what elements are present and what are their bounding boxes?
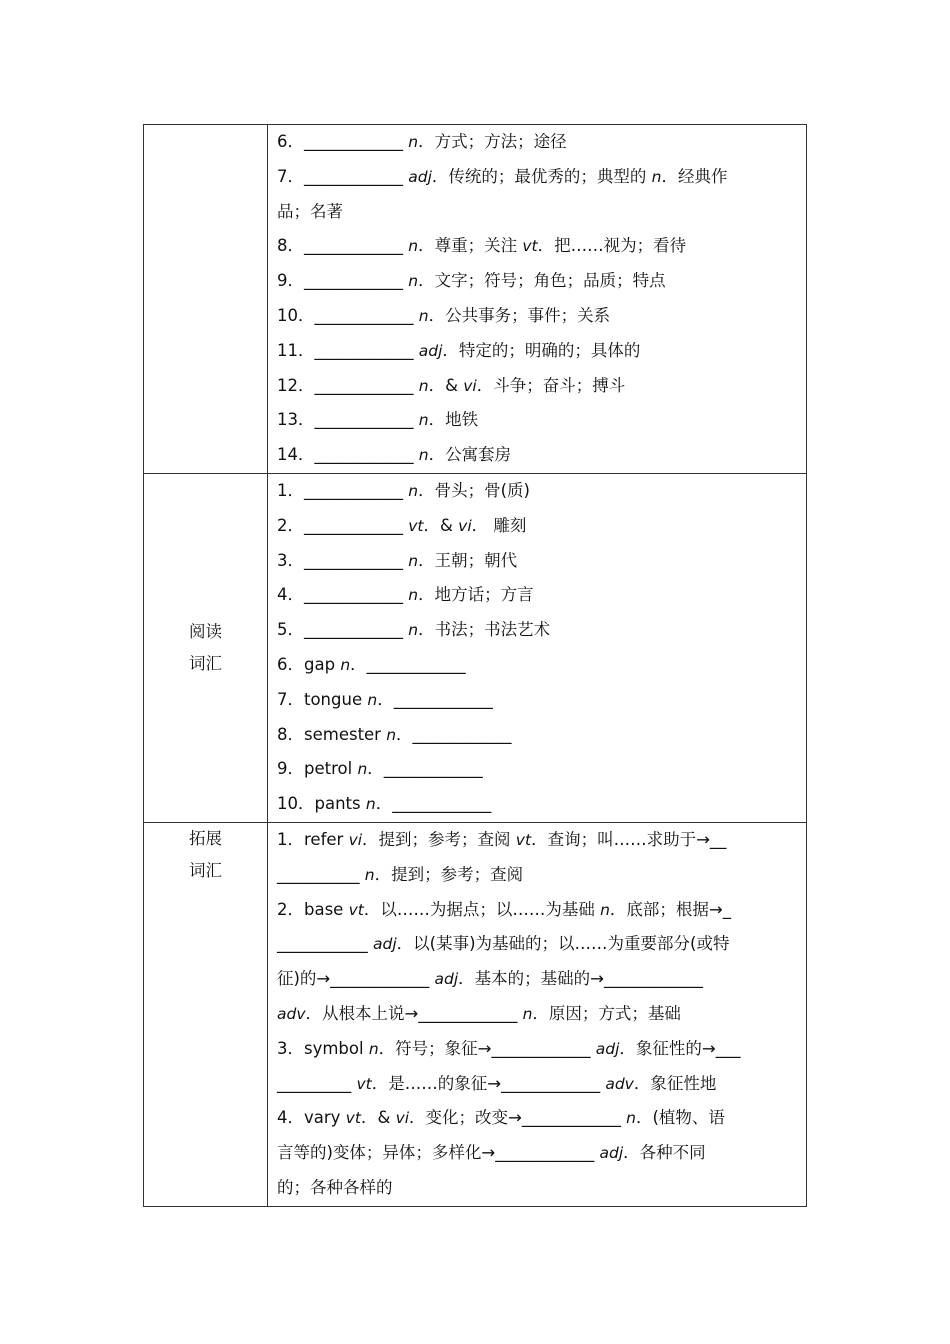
- vocab-text: ．是……的象征→____________: [371, 1073, 606, 1093]
- vocab-text: ．骨头；骨(质): [418, 480, 530, 500]
- part-of-speech: vi: [458, 516, 472, 535]
- vocab-text: ．____________: [396, 724, 512, 744]
- part-of-speech: n: [418, 376, 429, 395]
- vocab-text: 的；各种各样的: [277, 1177, 393, 1197]
- vocab-text: ．王朝；朝代: [418, 550, 518, 570]
- vocab-text: ． 雕刻: [471, 515, 527, 535]
- part-of-speech: n: [418, 306, 429, 325]
- part-of-speech: adv: [277, 1004, 306, 1023]
- vocab-text: 2．____________: [277, 515, 409, 535]
- vocab-text: ．变化；改变→____________: [409, 1108, 627, 1128]
- vocabulary-table: [143, 124, 807, 1207]
- vocab-text: ．把……视为；看待: [537, 236, 687, 256]
- part-of-speech: n: [364, 865, 375, 884]
- vocab-text: ．查询；叫……求助于→__: [531, 829, 727, 849]
- vocab-line: [277, 613, 798, 648]
- part-of-speech: vt: [348, 900, 364, 919]
- part-of-speech: n: [408, 272, 419, 291]
- vocab-line: [277, 823, 798, 858]
- vocab-text: ．以(某事)为基础的；以……为重要部分(或特: [396, 934, 730, 954]
- vocab-text: ．符号；象征→____________: [378, 1038, 596, 1058]
- vocab-text: ．书法；书法艺术: [418, 620, 551, 640]
- vocab-text: ．文字；符号；角色；品质；特点: [418, 271, 666, 291]
- vocab-text: ．____________: [375, 794, 492, 814]
- vocab-text: 8．semester: [277, 724, 387, 744]
- vocab-line: [277, 1067, 798, 1102]
- vocab-text: 9．petrol: [277, 759, 358, 779]
- vocab-line: [277, 369, 798, 404]
- part-of-speech: n: [368, 1039, 379, 1058]
- vocab-text: 10．pants: [277, 794, 366, 814]
- vocab-text: ．____________: [367, 759, 483, 779]
- vocab-line: [277, 1171, 798, 1206]
- part-of-speech: n: [651, 167, 662, 186]
- vocab-line: [277, 752, 798, 787]
- part-of-speech: n: [357, 760, 368, 779]
- part-of-speech: n: [522, 1004, 533, 1023]
- vocab-line: [277, 160, 798, 195]
- vocab-text: ．&: [428, 375, 464, 395]
- vocab-text: ．传统的；最优秀的；典型的: [431, 166, 652, 186]
- vocab-text: 品；名著: [277, 201, 343, 221]
- vocab-text: 6．____________: [277, 132, 409, 151]
- vocab-text: ．斗争；奋斗；搏斗: [476, 375, 626, 395]
- part-of-speech: vt: [408, 516, 424, 535]
- part-of-speech: vt: [356, 1074, 372, 1093]
- vocab-text: 6．gap: [277, 654, 341, 674]
- part-of-speech: adj: [418, 341, 443, 360]
- part-of-speech: n: [408, 481, 419, 500]
- vocab-text: 5．____________: [277, 620, 409, 640]
- vocab-text: 9．____________: [277, 271, 409, 291]
- vocab-text: ．提到；参考；查阅: [362, 829, 516, 849]
- vocab-line: [277, 474, 798, 509]
- vocab-text: ．&: [360, 1108, 396, 1128]
- part-of-speech: vi: [463, 376, 477, 395]
- vocab-text: ．尊重；关注: [418, 236, 523, 256]
- part-of-speech: n: [408, 621, 419, 640]
- vocab-text: ．各种不同: [623, 1143, 706, 1163]
- section-label: 拓展: [189, 828, 222, 848]
- part-of-speech: adj: [434, 970, 459, 989]
- vocab-text: ．以……为据点；以……为基础: [363, 899, 601, 919]
- part-of-speech: n: [408, 551, 419, 570]
- vocab-text: ．经典作: [661, 166, 728, 186]
- vocab-text: 13．____________: [277, 410, 419, 430]
- vocab-line: [277, 648, 798, 683]
- vocab-line: [277, 787, 798, 822]
- vocab-text: 12．____________: [277, 375, 419, 395]
- section-label: 词汇: [189, 653, 222, 673]
- vocab-line: [277, 299, 798, 334]
- vocab-text: ．提到；参考；查阅: [374, 864, 524, 884]
- part-of-speech: n: [626, 1109, 636, 1128]
- vocab-text: ．象征性地: [633, 1073, 717, 1093]
- part-of-speech: n: [365, 795, 376, 814]
- vocab-line: [277, 962, 798, 997]
- vocab-text: 10．____________: [277, 305, 419, 325]
- vocab-line: [277, 264, 798, 299]
- section-row: [144, 822, 807, 1206]
- part-of-speech: n: [600, 900, 610, 919]
- part-of-speech: n: [386, 725, 397, 744]
- vocab-text: ．地方话；方言: [418, 585, 534, 605]
- part-of-speech: vi: [395, 1109, 410, 1128]
- vocab-line: [277, 438, 798, 473]
- vocab-text: ．原因；方式；基础: [532, 1003, 681, 1023]
- vocab-text: ．地铁: [428, 410, 479, 430]
- section-label: 阅读: [189, 621, 222, 641]
- vocab-line: [277, 718, 798, 753]
- vocab-text: ．基本的；基础的→____________: [458, 969, 703, 989]
- vocab-text: 14．____________: [277, 445, 419, 465]
- part-of-speech: adj: [373, 935, 397, 954]
- section-label-cell: [144, 822, 268, 1206]
- vocab-text: 8．____________: [277, 236, 409, 256]
- section-content-cell: [268, 473, 807, 822]
- vocab-line: [277, 195, 798, 230]
- vocab-line: [277, 1032, 798, 1067]
- vocab-text: ．____________: [377, 689, 493, 709]
- part-of-speech: n: [408, 133, 419, 151]
- vocab-text: ___________: [277, 934, 373, 954]
- vocab-text: __________: [277, 864, 365, 884]
- vocab-text: _________: [277, 1073, 357, 1093]
- vocab-line: [277, 997, 798, 1032]
- section-row: [144, 473, 807, 822]
- vocab-text: 言等的)变体；异体；多样化→____________: [277, 1143, 600, 1163]
- part-of-speech: n: [408, 586, 419, 605]
- part-of-speech: adv: [605, 1074, 634, 1093]
- vocab-line: [277, 334, 798, 369]
- section-content-cell: [268, 125, 807, 474]
- vocab-text: 7．____________: [277, 166, 409, 186]
- section-content-cell: [268, 822, 807, 1206]
- part-of-speech: n: [418, 446, 429, 465]
- vocab-line: [277, 578, 798, 613]
- vocab-text: ．&: [423, 515, 459, 535]
- vocab-line: [277, 229, 798, 264]
- part-of-speech: n: [367, 690, 378, 709]
- vocab-line: [277, 927, 798, 962]
- section-label-cell: [144, 473, 268, 822]
- vocab-line: [277, 125, 798, 160]
- vocab-text: ．____________: [350, 654, 466, 674]
- vocab-text: ．公共事务；事件；关系: [428, 305, 611, 325]
- vocab-line: [277, 403, 798, 438]
- vocab-text: 1．refer: [277, 829, 349, 849]
- part-of-speech: n: [418, 411, 429, 430]
- part-of-speech: vt: [515, 830, 532, 849]
- vocab-text: 3．symbol: [277, 1038, 369, 1058]
- section-label: 词汇: [189, 860, 222, 880]
- vocab-text: ．从根本上说→____________: [305, 1003, 523, 1023]
- vocab-text: 3．____________: [277, 550, 409, 570]
- part-of-speech: n: [340, 655, 351, 674]
- vocab-line: [277, 544, 798, 579]
- vocab-text: 4．____________: [277, 585, 409, 605]
- section-label-cell: [144, 125, 268, 474]
- vocab-text: 4．vary: [277, 1108, 346, 1128]
- vocab-line: [277, 509, 798, 544]
- part-of-speech: adj: [599, 1144, 624, 1163]
- part-of-speech: vt: [345, 1109, 361, 1128]
- vocab-line: [277, 858, 798, 893]
- part-of-speech: adj: [595, 1039, 620, 1058]
- vocab-line: [277, 1136, 798, 1171]
- vocab-text: 征)的→____________: [277, 969, 435, 989]
- part-of-speech: n: [408, 237, 419, 256]
- part-of-speech: vi: [348, 830, 363, 849]
- vocab-text: 11．____________: [277, 340, 419, 360]
- vocab-text: 7．tongue: [277, 689, 368, 709]
- vocab-text: ．象征性的→___: [619, 1038, 741, 1058]
- vocab-text: ．特定的；明确的；具体的: [442, 340, 641, 360]
- vocab-line: [277, 683, 798, 718]
- vocab-text: ．(植物、语: [635, 1108, 725, 1128]
- part-of-speech: adj: [408, 167, 432, 186]
- vocab-text: ．方式；方法；途径: [418, 132, 567, 151]
- section-row: [144, 125, 807, 474]
- vocab-text: 2．base: [277, 899, 349, 919]
- vocab-text: ．公寓套房: [428, 445, 512, 465]
- vocab-line: [277, 1101, 798, 1136]
- vocab-line: [277, 893, 798, 928]
- part-of-speech: vt: [522, 237, 538, 256]
- vocab-text: ．底部；根据→_: [609, 899, 731, 919]
- vocab-text: 1．____________: [277, 480, 409, 500]
